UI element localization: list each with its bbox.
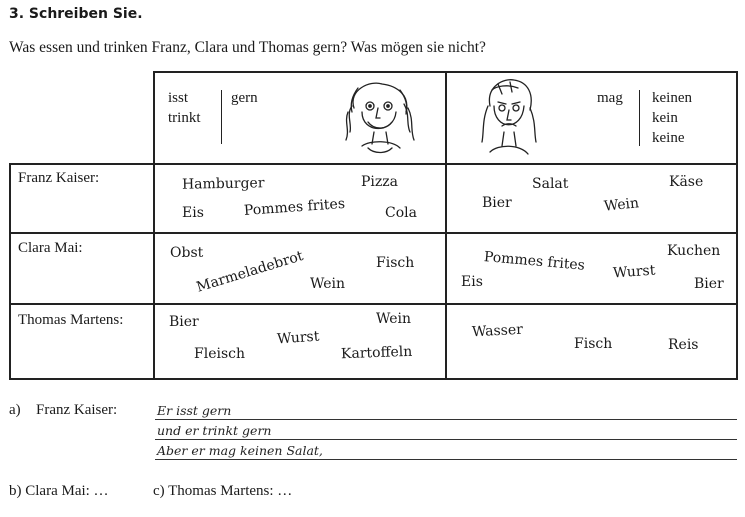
header-kein: kein [652, 110, 678, 126]
grumpy-face-illustration [478, 76, 538, 164]
answer-underline [155, 419, 737, 420]
header-gern: gern [231, 90, 258, 106]
food-item: Marmeladebrot [194, 247, 306, 296]
exercise-question: Was essen und trinken Franz, Clara und Thomas gern? Was mögen sie nicht? [9, 39, 486, 56]
header-keine: keine [652, 130, 685, 146]
row-name-franz: Franz Kaiser: [18, 170, 100, 186]
answer-c: c) Thomas Martens: … [153, 483, 293, 499]
answer-underline [155, 439, 737, 440]
header-dislike-divider [639, 90, 640, 146]
answer-line-3[interactable]: Aber er mag keinen Salat, [157, 443, 323, 458]
happy-face-illustration [340, 78, 420, 162]
food-item: Wein [376, 311, 412, 327]
food-item: Kuchen [667, 243, 721, 259]
food-item: Hamburger [181, 175, 265, 193]
answer-a-name: Franz Kaiser: [36, 402, 118, 418]
food-item: Wasser [471, 321, 524, 341]
food-item: Fleisch [194, 346, 245, 362]
answer-underline [155, 459, 737, 460]
food-item: Wein [310, 276, 346, 292]
food-item: Bier [482, 195, 512, 211]
food-item: Pommes frites [483, 249, 586, 274]
answer-line-2[interactable]: und er trinkt gern [157, 423, 272, 438]
food-item: Fisch [376, 255, 415, 271]
row-name-thomas: Thomas Martens: [18, 312, 124, 328]
food-item: Wurst [612, 262, 656, 282]
food-item: Obst [170, 245, 204, 261]
food-item: Cola [385, 205, 417, 221]
food-item: Bier [694, 276, 724, 292]
header-keinen: keinen [652, 90, 692, 106]
food-item: Pommes frites [243, 195, 346, 219]
food-item: Wurst [276, 328, 320, 348]
food-item: Salat [532, 176, 569, 192]
food-item: Wein [603, 195, 640, 215]
header-verb-mag: mag [597, 90, 623, 106]
food-item: Käse [669, 174, 704, 190]
header-verb-trinkt: trinkt [168, 110, 201, 126]
row-name-clara: Clara Mai: [18, 240, 83, 256]
food-item: Eis [461, 274, 483, 290]
food-item: Eis [182, 205, 204, 221]
header-like-divider [221, 90, 222, 144]
food-item: Kartoffeln [340, 343, 413, 363]
food-item: Fisch [574, 336, 613, 352]
food-item: Bier [169, 314, 199, 330]
exercise-title: 3. Schreiben Sie. [9, 6, 143, 22]
answer-a-label: a) [9, 402, 21, 418]
food-item: Pizza [361, 174, 398, 190]
food-item: Reis [668, 337, 699, 353]
answer-line-1[interactable]: Er isst gern [157, 403, 232, 418]
header-verb-isst: isst [168, 90, 189, 106]
answer-b: b) Clara Mai: … [9, 483, 109, 499]
